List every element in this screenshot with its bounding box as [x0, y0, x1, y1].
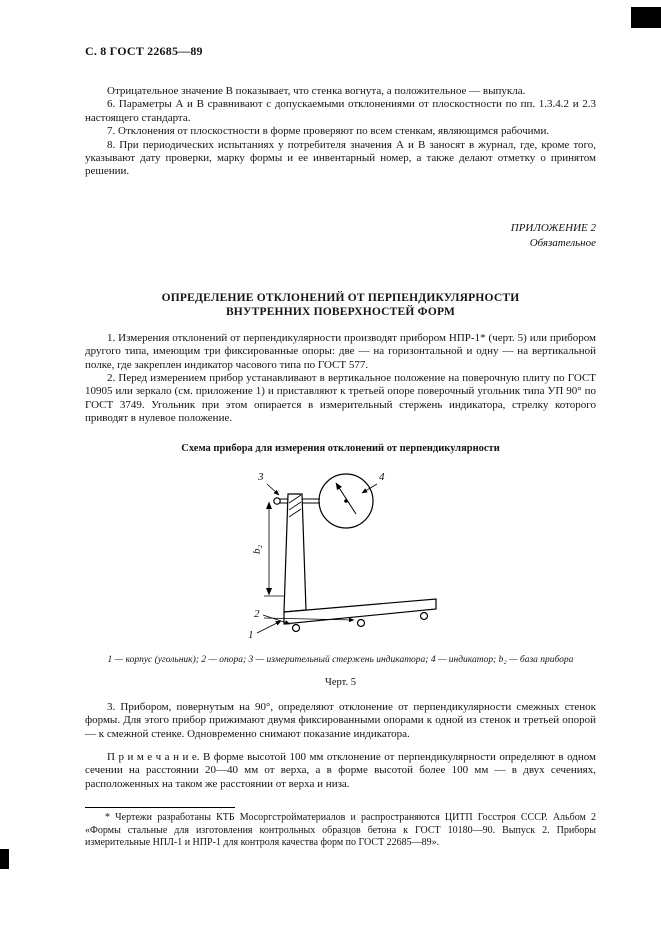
- footnote-text: * Чертежи разработаны КТБ Мосоргстройматериалов и распространяются ЦИТП Госстроя СССР. Альбом 2 «Формы стальные для изготовления контрольных образцов бетона к ГОСТ 10180—90. Выпуск 2. Приборы измерительные НПЛ-1 и НПР-1 для контроля качества форм по ГОСТ 22685—89».: [85, 812, 596, 849]
- section-title: [85, 291, 596, 319]
- dimension-arrow: [266, 588, 272, 596]
- section-title-line1: ОПРЕДЕЛЕНИЕ ОТКЛОНЕНИЙ ОТ ПЕРПЕНДИКУЛЯРНОСТИ: [161, 291, 520, 304]
- callout-3: 3: [257, 470, 263, 483]
- figure: [85, 462, 596, 649]
- paragraph: 1. Измерения отклонений от перпендикулярности производят прибором НПР-1* (черт. 5) или прибором другого типа, имеющим три фиксированные опоры: две — на горизонтальной и одну — на вертикальной полке, где закреплен индикатор часового типа по ГОСТ 577.: [85, 331, 596, 371]
- support-foot: [357, 619, 364, 626]
- note-block: [85, 751, 596, 791]
- device-diagram: [236, 462, 446, 644]
- page-header: С. 8 ГОСТ 22685—89: [85, 44, 203, 58]
- registration-mark-top-right: [631, 7, 661, 28]
- paragraph: 6. Параметры А и В сравнивают с допускаемыми отклонениями от плоскостности по пп. 1.3.4.2 и 2.3 настоящего стандарта.: [85, 98, 596, 124]
- note-paragraph: П р и м е ч а н и е. В форме высотой 100 мм отклонение от перпендикулярности определяют в одном сечении на расстоянии 20—40 мм от верха, а в форме высотой более 100 мм — в двух сечениях, расположенных на таком же расстоянии от верха и низа.: [85, 750, 596, 790]
- callout-3-leader: [267, 484, 279, 495]
- stem-tip-ball: [273, 497, 279, 503]
- callout-1-leader: [257, 621, 281, 633]
- callout-4: 4: [378, 470, 384, 483]
- body-paragraphs: [85, 332, 596, 426]
- callout-1: 1: [247, 628, 253, 641]
- angle-vertical-leg: [284, 494, 306, 612]
- paragraph: Отрицательное значение В показывает, что стенка вогнута, а положительное — выпукла.: [107, 85, 526, 97]
- paragraph: 7. Отклонения от плоскостности в форме проверяют по всем стенкам, являющимся рабочими.: [107, 125, 550, 138]
- paragraph: 2. Перед измерением прибор устанавливают в вертикальное положение на поверочную плиту по ГОСТ 10905 или зеркало (см. приложение 1) и приставляют к третьей опоре поверочный угольник типа УП 90° по ГОСТ 3749. Угольник при этом опирается в измерительный стержень индикатора, стрелку которого приводят в нулевое положение.: [85, 372, 596, 425]
- body-paragraphs-2: [85, 701, 596, 741]
- appendix-label: ПРИЛОЖЕНИЕ 2: [510, 221, 596, 234]
- dimension-arrow: [266, 501, 272, 509]
- page-content: [85, 44, 596, 850]
- appendix-sublabel: Обязательное: [529, 236, 596, 249]
- figure-label: Черт. 5: [325, 676, 356, 688]
- dimension-label: b₂: [250, 544, 263, 554]
- intro-paragraphs: [85, 85, 596, 179]
- support-foot: [292, 624, 299, 631]
- callout-2: 2: [253, 607, 259, 620]
- paragraph: 8. При периодических испытаниях у потребителя значения А и В заносят в журнал, где, кроме того, указывают дату проверки, марку формы и ее инвентарный номер, а также делают отметку о принятом решении.: [85, 138, 596, 178]
- figure-caption: 1 — корпус (угольник); 2 — опора; 3 — измерительный стержень индикатора; 4 — индикатор; b₂ — база прибора: [107, 654, 574, 665]
- appendix-heading: [85, 221, 596, 251]
- support-foot: [420, 612, 427, 619]
- figure-heading: Схема прибора для измерения отклонений от перпендикулярности: [181, 442, 500, 454]
- footnote-rule: [85, 807, 235, 808]
- registration-mark-left-edge: [0, 849, 9, 869]
- footnote: [85, 807, 596, 850]
- section-title-line2: ВНУТРЕННИХ ПОВЕРХНОСТЕЙ ФОРМ: [225, 305, 456, 318]
- paragraph: 3. Прибором, повернутым на 90°, определяют отклонение от перпендикулярности смежных стенок формы. Для этого прибор прижимают двумя фиксированными опорами к одной из стенок и третьей опорой — к смежной стенке. Одновременно снимают показание индикатора.: [85, 700, 596, 740]
